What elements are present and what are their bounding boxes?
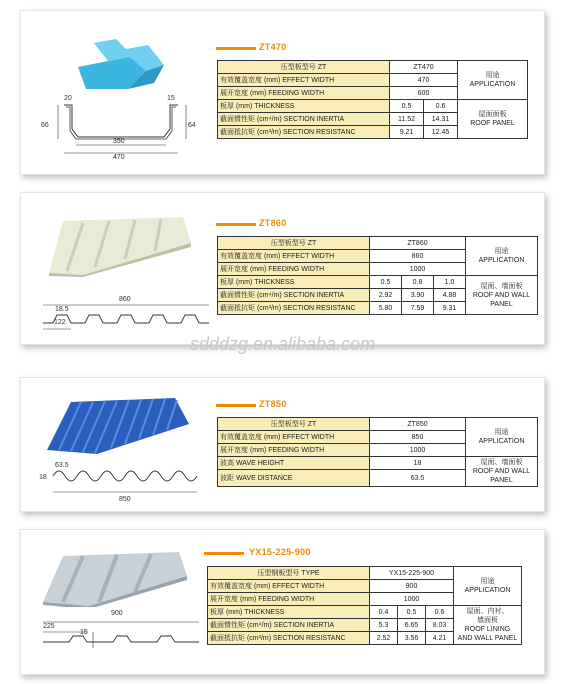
zt860-dim-base: 122	[54, 319, 66, 326]
wave-height-label: 波高 WAVE HEIGHT	[218, 457, 370, 470]
zt470-spec-table	[217, 60, 528, 139]
zt850-dim-pitch: 63.5	[55, 462, 69, 469]
zt850-title: ZT850	[259, 399, 287, 409]
effect-width-label: 有效覆盖宽度 (mm) EFFECT WIDTH	[218, 250, 370, 263]
section-resistance-value: 12.45	[424, 126, 458, 139]
application-text: 屋面、墙面板	[480, 282, 523, 290]
section-inertia-value: 3.90	[402, 289, 434, 302]
wave-distance-label: 波距 WAVE DISTANCE	[218, 470, 370, 487]
effect-width-label: 有效覆盖宽度 (mm) EFFECT WIDTH	[218, 431, 370, 444]
wave-height-value: 18	[370, 457, 466, 470]
zt470-title: ZT470	[259, 42, 287, 52]
thickness-value: 0.4	[370, 606, 398, 619]
thickness-label: 板厚 (mm) THICKNESS	[218, 100, 390, 113]
yx15-spec-table	[207, 566, 522, 645]
section-inertia-value: 2.92	[370, 289, 402, 302]
zt850-dim-width: 850	[119, 496, 131, 503]
zt850-profile-drawing	[51, 462, 211, 502]
model-value: YX15-225-900	[370, 567, 454, 580]
yx15-profile-drawing	[39, 618, 204, 658]
zt860-title: ZT860	[259, 218, 287, 228]
table-row	[218, 457, 538, 470]
application-text: 墙面板	[477, 617, 498, 624]
application-label-en: APPLICATION	[469, 81, 516, 88]
model-label: 压型板型号 ZT	[218, 418, 370, 431]
feeding-width-label: 展开宽度 (mm) FEEDING WIDTH	[218, 87, 390, 100]
section-resistance-label: 截面抵抗矩 (cm³/m) SECTION RESISTANC	[218, 302, 370, 315]
section-resistance-label: 截面抵抗矩 (cm³/m) SECTION RESISTANC	[218, 126, 390, 139]
zt470-card	[20, 10, 545, 175]
zt470-dim-total-width: 470	[113, 154, 125, 161]
application-cell	[466, 276, 538, 315]
section-inertia-value: 4.88	[434, 289, 466, 302]
application-cell	[466, 457, 538, 487]
application-header-cell	[466, 237, 538, 276]
feeding-width-value: 1000	[370, 444, 466, 457]
feeding-width-value: 1000	[370, 593, 454, 606]
watermark: sdddzg.en.alibaba.com	[189, 334, 376, 354]
feeding-width-value: 600	[390, 87, 458, 100]
model-value: ZT850	[370, 418, 466, 431]
table-row	[208, 567, 522, 580]
application-text: PANEL	[490, 300, 513, 308]
model-label: 压型钢板型号 TYPE	[208, 567, 370, 580]
thickness-value: 0.6	[424, 100, 458, 113]
model-label: 压型板型号 ZT	[218, 61, 390, 74]
application-text: ROOF AND WALL	[472, 468, 531, 475]
section-resistance-value: 5.80	[370, 302, 402, 315]
section-inertia-label: 截面惯性矩 (cm⁴/m) SECTION INERTIA	[208, 619, 370, 632]
zt470-panel-image	[76, 39, 166, 91]
effect-width-value: 900	[370, 580, 454, 593]
model-value: ZT860	[370, 237, 466, 250]
model-value: ZT470	[390, 61, 458, 74]
section-inertia-value: 6.65	[398, 619, 426, 632]
application-text: ROOF AND WALL	[472, 291, 531, 299]
thickness-label: 板厚 (mm) THICKNESS	[218, 276, 370, 289]
zt860-dim-rib: 18.5	[55, 306, 69, 313]
application-cell	[454, 606, 522, 645]
zt850-spec-table	[217, 417, 538, 487]
section-inertia-value: 5.3	[370, 619, 398, 632]
zt860-card	[20, 192, 545, 345]
zt860-dim-width: 860	[119, 296, 131, 303]
zt860-spec-table	[217, 236, 538, 315]
effect-width-value: 470	[390, 74, 458, 87]
wave-distance-value: 63.5	[370, 470, 466, 487]
zt470-profile-drawing	[46, 99, 201, 159]
application-text: 屋面、内衬、	[466, 608, 509, 615]
zt860-title-bar	[216, 223, 256, 226]
application-label-cn: 用途	[494, 429, 509, 436]
yx15-title: YX15-225-900	[249, 547, 311, 557]
table-row	[218, 237, 538, 250]
application-text: ROOF LINING	[464, 626, 511, 633]
thickness-value: 0.5	[390, 100, 424, 113]
yx15-dim-pitch: 225	[43, 623, 55, 630]
table-row	[218, 276, 538, 289]
table-row	[218, 418, 538, 431]
table-row	[208, 606, 522, 619]
section-resistance-value: 7.59	[402, 302, 434, 315]
yx15-title-bar	[204, 552, 244, 555]
feeding-width-label: 展开宽度 (mm) FEEDING WIDTH	[218, 263, 370, 276]
section-inertia-value: 11.52	[390, 113, 424, 126]
table-row	[218, 100, 528, 113]
thickness-value: 0.6	[426, 606, 454, 619]
application-text: ROOF PANEL	[470, 120, 515, 127]
application-header-cell	[454, 567, 522, 606]
section-inertia-label: 截面惯性矩 (cm⁴/m) SECTION INERTIA	[218, 289, 370, 302]
section-resistance-value: 2.52	[370, 632, 398, 645]
application-text: 屋面、墙面板	[480, 459, 523, 466]
effect-width-value: 850	[370, 431, 466, 444]
thickness-value: 0.5	[370, 276, 402, 289]
section-resistance-value: 4.21	[426, 632, 454, 645]
application-header-cell	[466, 418, 538, 457]
zt470-dim-right-lip: 15	[167, 95, 175, 102]
zt860-panel-image	[43, 215, 193, 277]
effect-width-value: 860	[370, 250, 466, 263]
application-cell	[458, 100, 528, 139]
feeding-width-label: 展开宽度 (mm) FEEDING WIDTH	[208, 593, 370, 606]
application-text: 屋面面板	[478, 111, 507, 118]
thickness-value: 0.8	[402, 276, 434, 289]
application-label-cn: 用途	[485, 72, 500, 79]
zt850-dim-height: 18	[39, 474, 47, 481]
table-row	[218, 61, 528, 74]
yx15-panel-image	[39, 552, 189, 607]
feeding-width-label: 展开宽度 (mm) FEEDING WIDTH	[218, 444, 370, 457]
model-label: 压型板型号 ZT	[218, 237, 370, 250]
section-inertia-label: 截面惯性矩 (cm⁴/m) SECTION INERTIA	[218, 113, 390, 126]
feeding-width-value: 1000	[370, 263, 466, 276]
zt850-title-bar	[216, 404, 256, 407]
thickness-label: 板厚 (mm) THICKNESS	[208, 606, 370, 619]
yx15-card	[20, 529, 545, 675]
application-label-en: APPLICATION	[478, 438, 525, 445]
yx15-dim-height: 15	[80, 629, 88, 636]
application-label-en: APPLICATION	[478, 257, 525, 264]
section-inertia-value: 14.31	[424, 113, 458, 126]
application-text: PANEL	[490, 477, 513, 484]
zt470-title-bar	[216, 47, 256, 50]
zt470-dim-left-height: 66	[41, 122, 49, 129]
yx15-dim-width: 900	[111, 610, 123, 617]
section-resistance-value: 9.21	[390, 126, 424, 139]
section-resistance-label: 截面抵抗矩 (cm³/m) SECTION RESISTANC	[208, 632, 370, 645]
zt470-dim-inner-width: 350	[113, 138, 125, 145]
section-inertia-value: 8.03	[426, 619, 454, 632]
effect-width-label: 有效覆盖宽度 (mm) EFFECT WIDTH	[208, 580, 370, 593]
zt850-card	[20, 377, 545, 512]
thickness-value: 0.5	[398, 606, 426, 619]
application-header-cell	[458, 61, 528, 100]
application-label-cn: 用途	[494, 248, 509, 255]
effect-width-label: 有效覆盖宽度 (mm) EFFECT WIDTH	[218, 74, 390, 87]
zt850-panel-image	[43, 398, 193, 456]
section-resistance-value: 3.56	[398, 632, 426, 645]
application-text: AND WALL PANEL	[457, 635, 518, 642]
thickness-value: 1.0	[434, 276, 466, 289]
zt470-dim-left-lip: 20	[64, 95, 72, 102]
application-label-en: APPLICATION	[464, 587, 511, 594]
application-label-cn: 用途	[480, 578, 495, 585]
zt470-dim-right-height: 64	[188, 122, 196, 129]
section-resistance-value: 9.31	[434, 302, 466, 315]
